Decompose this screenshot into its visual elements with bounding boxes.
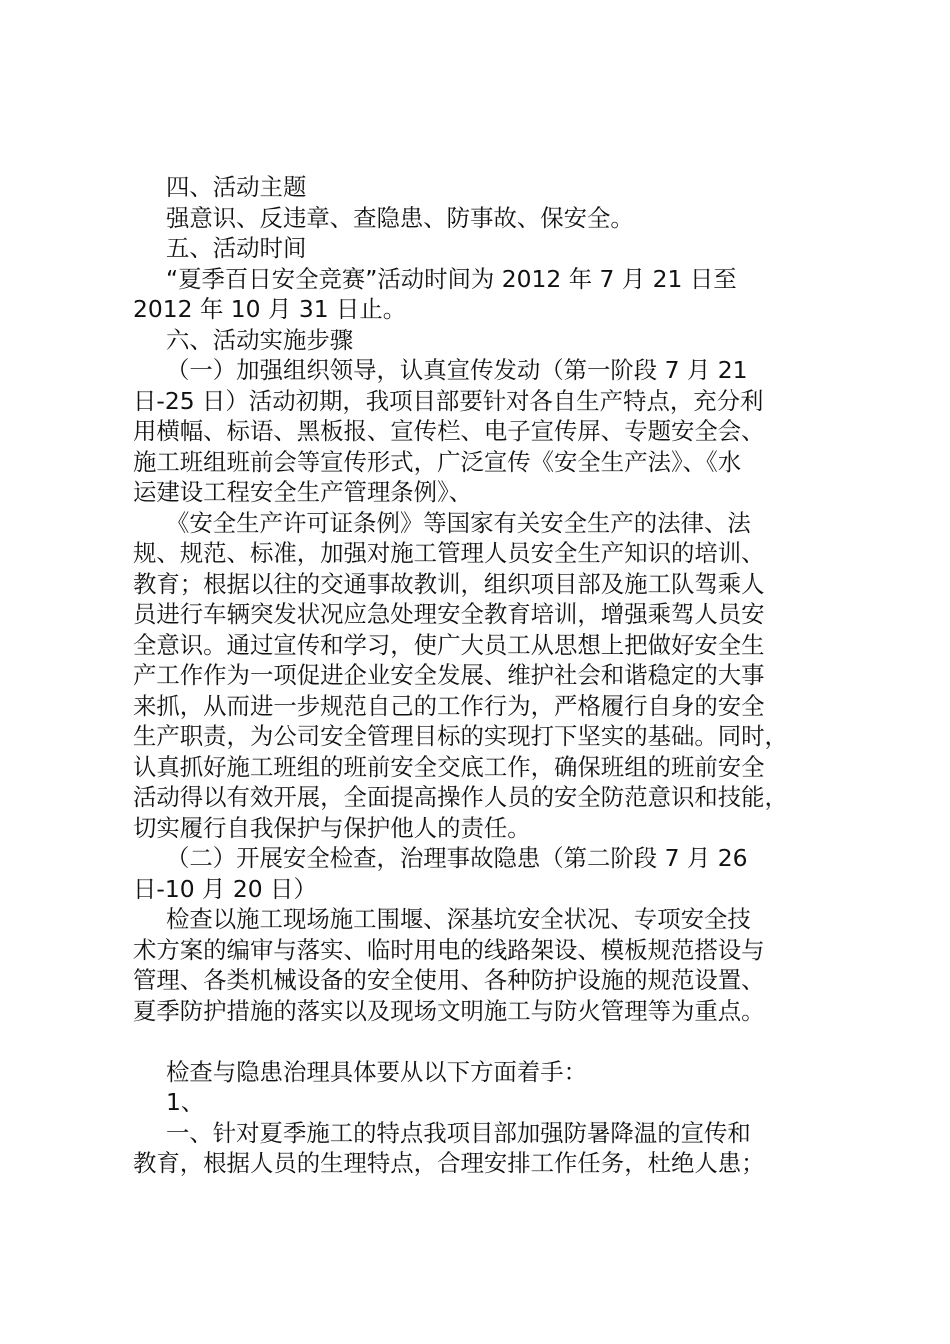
paragraph-line: 检查以施工现场施工围堰、深基坑安全状况、专项安全技: [166, 905, 751, 933]
document-body: [133, 172, 853, 1179]
paragraph-line: 用横幅、标语、黑板报、宣传栏、电子宣传屏、专题安全会、: [133, 417, 765, 445]
heading-implementation-steps: 六、活动实施步骤: [166, 325, 354, 354]
paragraph-line: 检查与隐患治理具体要从以下方面着手：: [166, 1057, 588, 1086]
paragraph-line: 夏季防护措施的落实以及现场文明施工与防火管理等为重点。: [133, 996, 765, 1025]
paragraph-line: 2012 年 10 月 31 日止。: [133, 295, 407, 323]
list-number: 1、: [166, 1088, 205, 1116]
paragraph-line: 全意识。通过宣传和学习，使广大员工从思想上把做好安全生: [133, 630, 765, 659]
paragraph-line: 术方案的编审与落实、临时用电的线路架设、模板规范搭设与: [133, 935, 765, 964]
activity-theme-text: 强意识、反违章、查隐患、防事故、保安全。: [166, 203, 634, 232]
paragraph-line: 教育；根据以往的交通事故教训，组织项目部及施工队驾乘人: [133, 569, 765, 598]
paragraph-line: 员进行车辆突发状况应急处理安全教育培训，增强乘驾人员安: [133, 600, 765, 628]
heading-activity-time: 五、活动时间: [166, 234, 307, 262]
paragraph-line: 施工班组班前会等宣传形式，广泛宣传《安全生产法》、《水: [133, 447, 742, 476]
paragraph-line: 认真抓好施工班组的班前安全交底工作，确保班组的班前安全: [133, 752, 765, 781]
paragraph-line: 来抓，从而进一步规范自己的工作行为，严格履行自身的安全: [133, 691, 765, 720]
paragraph-line: “夏季百日安全竞赛”活动时间为 2012 年 7 月 21 日至: [166, 264, 737, 293]
paragraph-line: 日-10 月 20 日）: [133, 874, 317, 903]
paragraph-line: 运建设工程安全生产管理条例》、: [133, 478, 473, 506]
paragraph-line: 产工作作为一项促进企业安全发展、维护社会和谐稳定的大事: [133, 661, 765, 689]
paragraph-line: 生产职责，为公司安全管理目标的实现打下坚实的基础。同时，: [133, 722, 788, 750]
paragraph-line: （一）加强组织领导，认真宣传发动（第一阶段 7 月 21: [166, 356, 748, 384]
blank-line: [133, 1026, 853, 1057]
paragraph-line: 切实履行自我保护与保护他人的责任。: [133, 813, 531, 842]
paragraph-line: 管理、各类机械设备的安全使用、各种防护设施的规范设置、: [133, 966, 765, 994]
paragraph-line: （二）开展安全检查，治理事故隐患（第二阶段 7 月 26: [166, 844, 748, 872]
paragraph-line: 日-25 日）活动初期，我项目部要针对各自生产特点，充分利: [133, 386, 764, 415]
paragraph-line: 一、针对夏季施工的特点我项目部加强防暑降温的宣传和: [166, 1118, 751, 1147]
paragraph-line: 《安全生产许可证条例》等国家有关安全生产的法律、法: [166, 508, 751, 537]
paragraph-line: 教育，根据人员的生理特点，合理安排工作任务，杜绝人患；: [133, 1149, 765, 1177]
heading-activity-theme: 四、活动主题: [166, 173, 307, 201]
paragraph-line: 活动得以有效开展，全面提高操作人员的安全防范意识和技能，: [133, 783, 788, 811]
paragraph-line: 规、规范、标准，加强对施工管理人员安全生产知识的培训、: [133, 539, 765, 567]
